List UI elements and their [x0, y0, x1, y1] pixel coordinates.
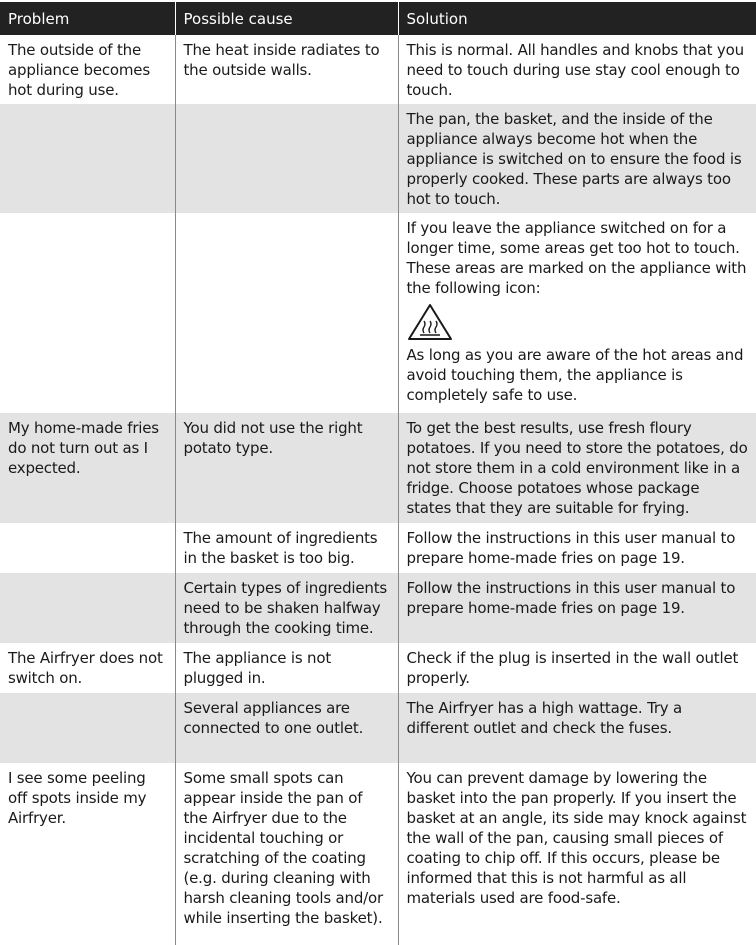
table-row — [0, 104, 756, 213]
problem-cell — [0, 104, 175, 213]
table-row — [0, 523, 756, 573]
table-row — [0, 413, 756, 523]
solution-cell: You can prevent damage by lowering the basket into the pan properly. If you insert the basket at an angle, its side may knock against the wall of the pan, causing small pieces of coating to chip off. If this occurs, please be informed that this is not harmful as all materials used are food-safe. — [398, 763, 756, 945]
problem-cell — [0, 213, 175, 413]
solution-text: If you leave the appliance switched on for a longer time, some areas get too hot to touch. These areas are marked on the appliance with the following icon: — [406, 219, 747, 297]
problem-cell: The outside of the appliance becomes hot during use. — [0, 35, 175, 104]
cause-cell — [175, 213, 398, 413]
cause-cell: The heat inside radiates to the outside walls. — [175, 35, 398, 104]
problem-cell — [0, 693, 175, 763]
solution-cell: To get the best results, use fresh floury potatoes. If you need to store the potatoes, do not store them in a cold environment like in a fridge. Choose potatoes whose package states that they are suitable for frying. — [398, 413, 756, 523]
cause-cell: The amount of ingredients in the basket is too big. — [175, 523, 398, 573]
header-solution: Solution — [398, 2, 756, 35]
problem-cell — [0, 523, 175, 573]
cause-cell: Some small spots can appear inside the pan of the Airfryer due to the incidental touching or scratching of the coating (e.g. during cleaning with harsh cleaning tools and/or while inserting the basket). — [175, 763, 398, 945]
table-row — [0, 573, 756, 643]
solution-cell: The Airfryer has a high wattage. Try a different outlet and check the fuses. — [398, 693, 756, 763]
problem-cell: My home-made fries do not turn out as I expected. — [0, 413, 175, 523]
cause-cell: You did not use the right potato type. — [175, 413, 398, 523]
solution-cell: Follow the instructions in this user manual to prepare home-made fries on page 19. — [398, 573, 756, 643]
cause-cell: Several appliances are connected to one outlet. — [175, 693, 398, 763]
cause-cell: Certain types of ingredients need to be shaken halfway through the cooking time. — [175, 573, 398, 643]
troubleshooting-table — [0, 2, 756, 945]
header-problem: Problem — [0, 2, 175, 35]
table-row — [0, 763, 756, 945]
solution-cell: This is normal. All handles and knobs that you need to touch during use stay cool enough to touch. — [398, 35, 756, 104]
table-row — [0, 35, 756, 104]
table-row — [0, 693, 756, 763]
header-cause: Possible cause — [175, 2, 398, 35]
hot-surface-warning-icon — [407, 303, 453, 341]
solution-cell: The pan, the basket, and the inside of the appliance always become hot when the appliance is switched on to ensure the food is properly cooked. These parts are always too hot to touch. — [398, 104, 756, 213]
header-row — [0, 2, 756, 35]
problem-cell: I see some peeling off spots inside my Airfryer. — [0, 763, 175, 945]
solution-cell: Follow the instructions in this user manual to prepare home-made fries on page 19. — [398, 523, 756, 573]
solution-cell: Check if the plug is inserted in the wall outlet properly. — [398, 643, 756, 693]
cause-cell: The appliance is not plugged in. — [175, 643, 398, 693]
problem-cell: The Airfryer does not switch on. — [0, 643, 175, 693]
solution-cell — [398, 213, 756, 413]
problem-cell — [0, 573, 175, 643]
cause-cell — [175, 104, 398, 213]
table-row — [0, 213, 756, 413]
table-row — [0, 643, 756, 693]
solution-text: As long as you are aware of the hot areas and avoid touching them, the appliance is completely safe to use. — [406, 346, 744, 404]
